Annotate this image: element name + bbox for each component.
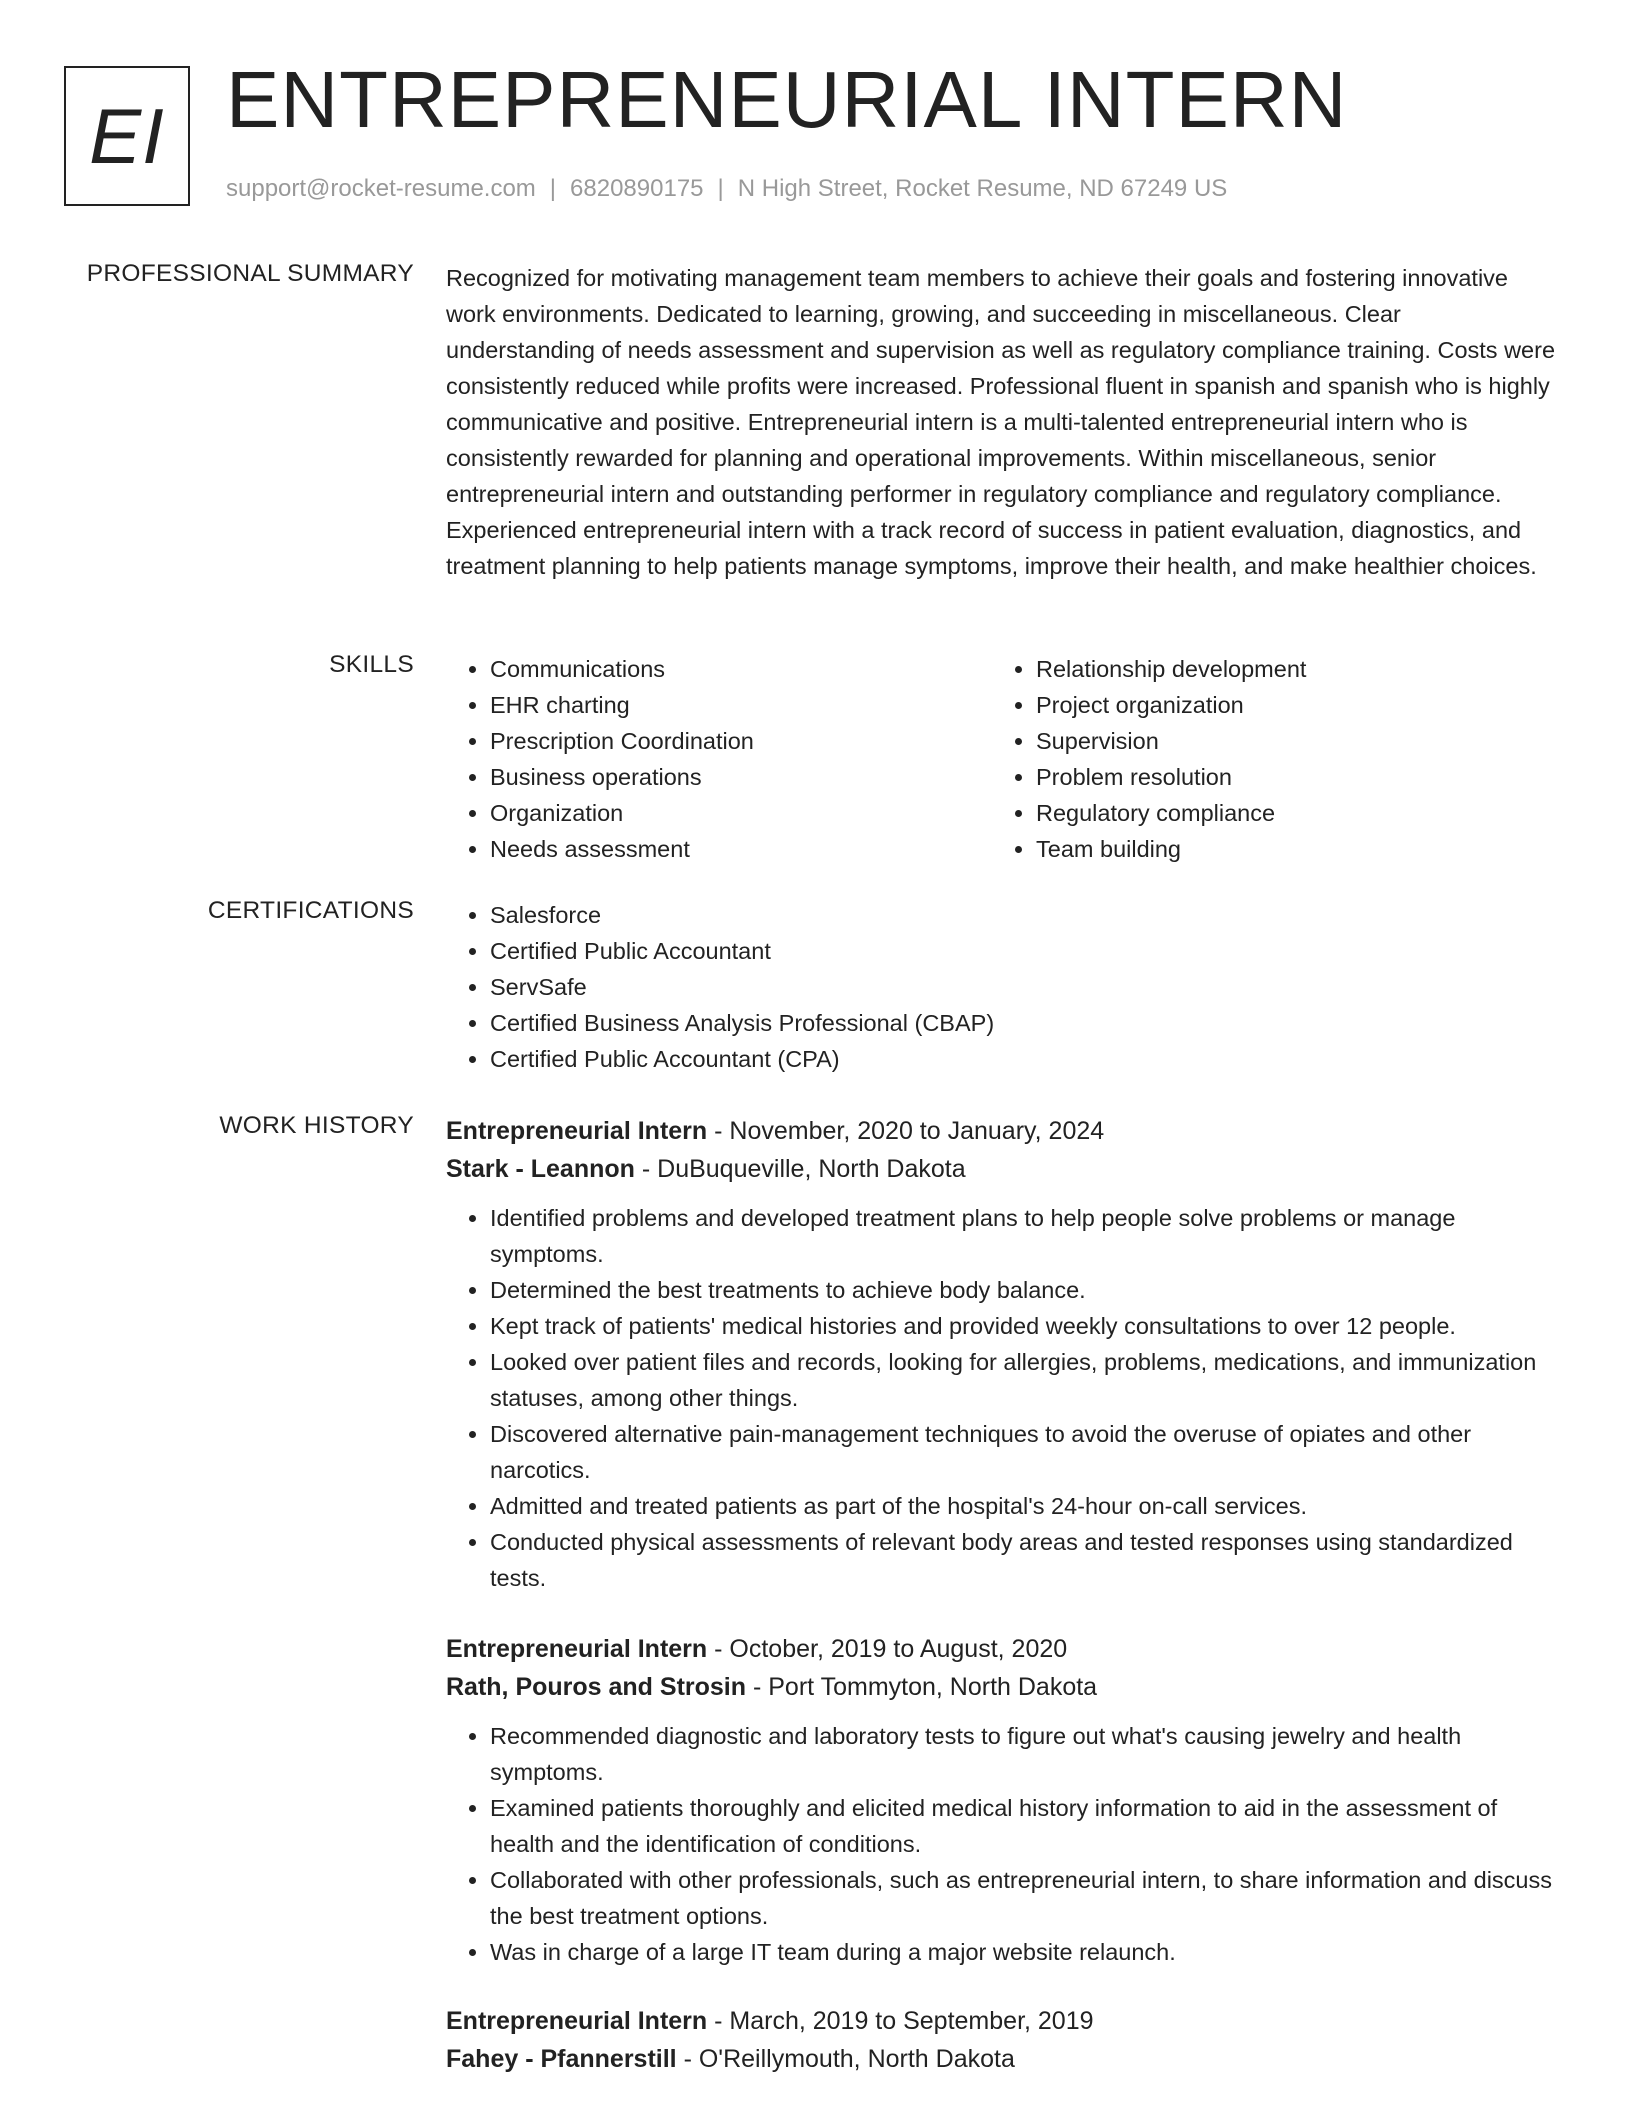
skill-item: • Supervision [1036, 723, 1492, 759]
contact-line [226, 174, 1227, 204]
summary-heading: PROFESSIONAL SUMMARY [86, 260, 414, 287]
job-company-line [446, 2040, 1556, 2078]
job-title-line [446, 1112, 1556, 1150]
job-bullet: • Determined the best treatments to achieve body balance. [490, 1272, 1556, 1308]
contact-separator: | [549, 175, 557, 202]
job-company-line [446, 1668, 1556, 1706]
skill-item: • Problem resolution [1036, 759, 1492, 795]
job-bullets [446, 1200, 1556, 1596]
skills-column-right [992, 651, 1492, 867]
job-title-line [446, 1630, 1556, 1668]
certifications-body [446, 897, 1556, 1077]
skills-heading: SKILLS [329, 651, 414, 678]
skill-item: • Business operations [490, 759, 946, 795]
job-entry [446, 1630, 1556, 1970]
job-location: - Port Tommyton, North Dakota [752, 1673, 1098, 1701]
job-bullets [446, 1718, 1556, 1970]
job-company: Stark - Leannon [446, 1155, 635, 1183]
skill-item: • Project organization [1036, 687, 1492, 723]
skill-item: • EHR charting [490, 687, 946, 723]
job-bullet: • Recommended diagnostic and laboratory tests to figure out what's causing jewelry and health symptoms. [490, 1718, 1556, 1790]
skill-item: • Communications [490, 651, 946, 687]
job-bullet: • Looked over patient files and records, looking for allergies, problems, medications, and immunization statuses, among other things. [490, 1344, 1556, 1416]
job-title: Entrepreneurial Intern [446, 2007, 708, 2035]
skill-item: • Prescription Coordination [490, 723, 946, 759]
job-bullet: • Identified problems and developed treatment plans to help people solve problems or manage symptoms. [490, 1200, 1556, 1272]
job-company: Rath, Pouros and Strosin [446, 1673, 747, 1701]
summary-text: Recognized for motivating management team members to achieve their goals and fostering innovative work environments. Dedicated to learning, growing, and succeeding in miscellaneous. Clear understanding of needs assessment and supervision as well as regulatory compliance training. Costs were consistently reduced while profits were increased. Professional fluent in spanish and spanish who is highly communicative and positive. Entrepreneurial intern is a multi-talented entrepreneurial intern who is consistently rewarded for planning and operational improvements. Within miscellaneous, senior entrepreneurial intern and outstanding performer in regulatory compliance and regulatory compliance. Experienced entrepreneurial intern with a track record of success in patient evaluation, diagnostics, and treatment planning to help patients manage symptoms, improve their health, and make healthier choices. [446, 265, 1556, 579]
job-location: - DuBuqueville, North Dakota [641, 1155, 966, 1183]
skill-item: • Team building [1036, 831, 1492, 867]
skills-column-left [446, 651, 946, 867]
skill-item: • Relationship development [1036, 651, 1492, 687]
work-history-heading: WORK HISTORY [219, 1112, 414, 1139]
skill-item: • Organization [490, 795, 946, 831]
job-bullet: • Was in charge of a large IT team during a major website relaunch. [490, 1934, 1556, 1970]
skill-item: • Regulatory compliance [1036, 795, 1492, 831]
job-entry [446, 2002, 1556, 2078]
monogram-logo: EI [64, 66, 190, 206]
certification-item: • Salesforce [490, 897, 1556, 933]
job-title: Entrepreneurial Intern [446, 1635, 708, 1663]
job-bullet: • Discovered alternative pain-management techniques to avoid the overuse of opiates and other narcotics. [490, 1416, 1556, 1488]
job-bullet: • Examined patients thoroughly and elicited medical history information to aid in the assessment of health and the identification of conditions. [490, 1790, 1556, 1862]
certification-item: • ServSafe [490, 969, 1556, 1005]
job-location: - O'Reillymouth, North Dakota [683, 2045, 1015, 2073]
certifications-heading: CERTIFICATIONS [207, 897, 414, 924]
candidate-name: ENTREPRENEURIAL INTERN [226, 55, 1348, 144]
job-bullet: • Admitted and treated patients as part of the hospital's 24-hour on-call services. [490, 1488, 1556, 1524]
skills-body [446, 651, 1556, 867]
job-bullet: • Conducted physical assessments of relevant body areas and tested responses using standardized tests. [490, 1524, 1556, 1596]
contact-phone: 6820890175 [570, 175, 704, 202]
job-entry [446, 1112, 1556, 1596]
certification-item: • Certified Business Analysis Professional (CBAP) [490, 1005, 1556, 1041]
job-dates: - March, 2019 to September, 2019 [714, 2007, 1094, 2035]
skill-item: • Needs assessment [490, 831, 946, 867]
contact-separator: | [717, 175, 724, 202]
certification-item: • Certified Public Accountant (CPA) [490, 1041, 1556, 1077]
job-company-line [446, 1150, 1556, 1188]
job-dates: - November, 2020 to January, 2024 [714, 1117, 1105, 1145]
job-bullet: • Kept track of patients' medical histories and provided weekly consultations to over 12 people. [490, 1308, 1556, 1344]
contact-email: support@rocket-resume.com [226, 175, 536, 202]
job-dates: - October, 2019 to August, 2020 [714, 1635, 1068, 1663]
job-company: Fahey - Pfannerstill [446, 2045, 677, 2073]
certification-item: • Certified Public Accountant [490, 933, 1556, 969]
job-bullet: • Collaborated with other professionals, such as entrepreneurial intern, to share information and discuss the best treatment options. [490, 1862, 1556, 1934]
job-title-line [446, 2002, 1556, 2040]
job-title: Entrepreneurial Intern [446, 1117, 708, 1145]
contact-address: N High Street, Rocket Resume, ND 67249 US [737, 175, 1228, 202]
